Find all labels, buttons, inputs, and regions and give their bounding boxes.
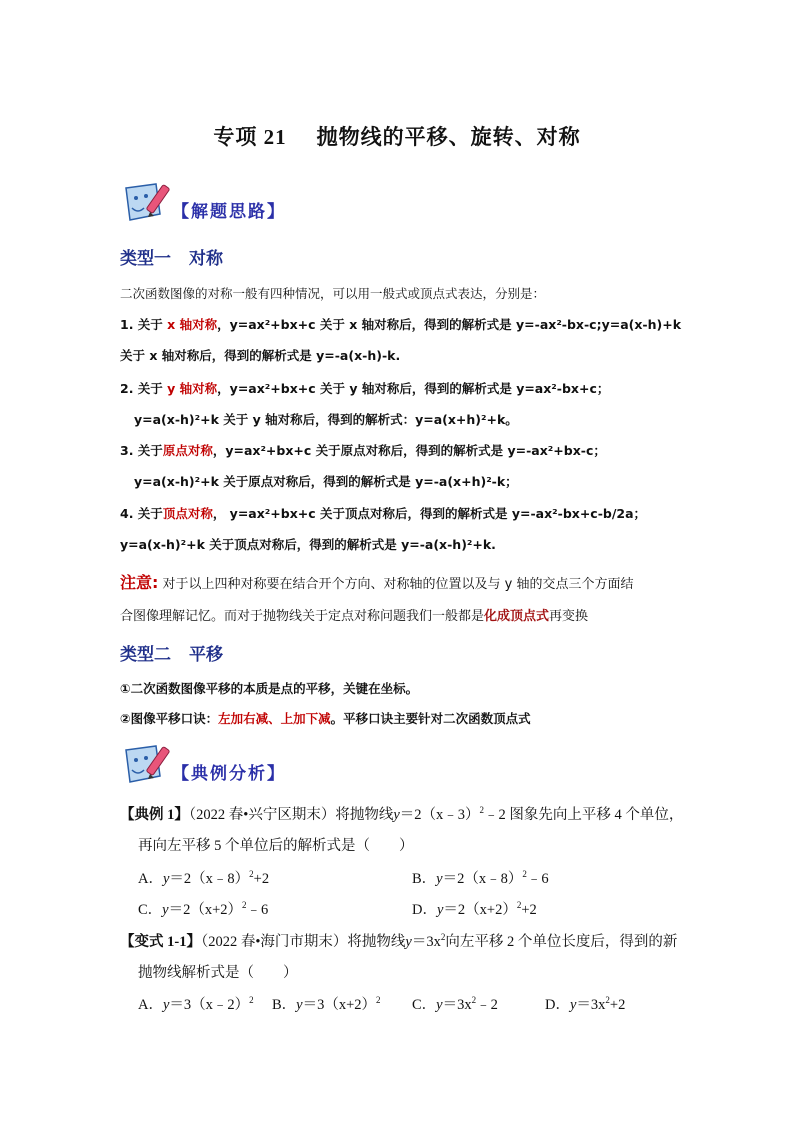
option-d-tail: +2 (521, 902, 537, 918)
heading-type-two (120, 640, 223, 665)
example-1-label: 【典例 1】 (120, 807, 189, 823)
item-2-keyword: y 轴对称 (167, 381, 218, 396)
variant-1-stem-b: ＝3x (411, 934, 441, 950)
option-a-tail: +2 (253, 871, 270, 887)
option-c-expr: ＝3x (442, 997, 472, 1013)
heading-type-one-topic: 对称 (189, 249, 223, 269)
variant-1-option-c[interactable] (412, 993, 498, 1014)
item-3-line-2: y=a(x-h)²+k 关于原点对称后，得到的解析式是 y=-a(x+h)²-k； (134, 474, 518, 489)
banner-solution-ideas (120, 178, 286, 226)
option-b-tail: ﹣6 (526, 871, 549, 887)
note-line-2 (120, 605, 588, 624)
variant-1-line-1 (120, 930, 677, 951)
sup-2: 2 (471, 995, 477, 1005)
sup-2: 2 (516, 900, 522, 910)
note-label: 注意: (120, 573, 159, 592)
item-2-line-2: y=a(x-h)²+k 关于 y 轴对称后，得到的解析式：y=a(x+h)²+k。 (134, 412, 518, 427)
item-4-rest: ， y=ax²+bx+c 关于顶点对称后，得到的解析式是 y=-ax²-bx+c-b/2a； (212, 506, 647, 521)
var-y: y (436, 902, 444, 918)
variant-1-label: 【变式 1-1】 (120, 934, 201, 950)
translation-rhyme: 左加右减、上加下减 (218, 711, 331, 726)
item-1-prefix: 1. 关于 (120, 317, 168, 332)
option-c-tail: ﹣6 (246, 902, 269, 918)
item-4-prefix: 4. 关于 (120, 506, 163, 521)
var-y: y (569, 997, 577, 1013)
translation-point-1: ①二次函数图像平移的本质是点的平移，关键在坐标。 (120, 681, 419, 696)
item-3-prefix: 3. 关于 (120, 443, 163, 458)
item-1-keyword: x 轴对称 (167, 317, 218, 332)
var-y: y (405, 934, 412, 950)
item-3-line-1 (120, 441, 606, 459)
variant-1-option-a[interactable] (138, 993, 254, 1014)
var-y: y (436, 997, 443, 1013)
item-1-rest: ，y=ax²+bx+c 关于 x 轴对称后，得到的解析式是 y=-ax²-bx-c;y=a(x-h)+k (217, 317, 682, 332)
page-title (0, 121, 794, 151)
item-4-line-1 (120, 504, 646, 522)
example-1-option-b[interactable] (412, 867, 549, 888)
option-b-label: B． (272, 997, 297, 1013)
option-d-label: D． (545, 997, 570, 1013)
option-a-expr: ＝3（x﹣2） (169, 997, 250, 1013)
heading-type-two-topic: 平移 (189, 645, 223, 665)
note-text-1: 对于以上四种对称要在结合开个方向、对称轴的位置以及与 y 轴的交点三个方面结 (158, 577, 634, 592)
item-3-keyword: 原点对称 (162, 443, 213, 458)
item-3-rest: ，y=ax²+bx+c 关于原点对称后，得到的解析式是 y=-ax²+bx-c； (212, 443, 606, 458)
var-y: y (393, 807, 400, 823)
note-keyword: 化成顶点式 (484, 609, 550, 624)
item-1-line-1 (120, 315, 681, 333)
var-y: y (162, 997, 170, 1013)
option-a-label: A． (138, 871, 163, 887)
translation-point-2 (120, 709, 531, 727)
banner-solution-ideas-text: 【解题思路】 (172, 202, 286, 222)
pencil-note-icon (120, 740, 178, 788)
option-d-tail: +2 (609, 997, 626, 1013)
translation-point-2-prefix: ②图像平移口诀： (120, 711, 219, 726)
option-b-expr: ＝3（x+2） (302, 997, 377, 1013)
option-b-label: B． (412, 871, 437, 887)
sup-2: 2 (479, 805, 485, 815)
item-4-line-2: y=a(x-h)²+k 关于顶点对称后，得到的解析式是 y=-a(x-h)²+k. (120, 537, 496, 552)
variant-1-stem-a: （2022 春•海门市期末）将抛物线 (200, 934, 406, 950)
option-c-expr: ＝2（x+2） (168, 902, 243, 918)
item-1-line-2: 关于 x 轴对称后，得到的解析式是 y=-a(x-h)-k. (120, 348, 401, 363)
variant-1-option-d[interactable] (545, 993, 625, 1014)
var-y: y (296, 997, 303, 1013)
item-2-rest: ，y=ax²+bx+c 关于 y 轴对称后，得到的解析式是 y=ax²-bx+c； (217, 381, 610, 396)
title-text: 抛物线的平移、旋转、对称 (316, 125, 581, 149)
sup-2: 2 (440, 932, 446, 942)
variant-1-stem-c: 向左平移 2 个单位长度后，得到的新 (445, 934, 678, 950)
sup-2: 2 (249, 869, 254, 879)
var-y: y (436, 871, 443, 887)
banner-example-analysis (120, 740, 286, 788)
example-1-stem-b: ＝2（x﹣3） (399, 807, 480, 823)
example-1-option-a[interactable] (138, 867, 269, 888)
example-1-stem-a: （2022 春•兴宁区期末）将抛物线 (188, 807, 394, 823)
item-2-line-1 (120, 379, 609, 397)
sup-2: 2 (376, 995, 381, 1005)
translation-point-2-rest: 。平移口诀主要针对二次函数顶点式 (330, 711, 531, 726)
option-b-expr: ＝2（x﹣8） (442, 871, 523, 887)
sup-2: 2 (605, 995, 610, 1005)
note-text-2a: 合图像理解记忆。而对于抛物线关于定点对称问题我们一般都是 (120, 609, 485, 624)
sup-2: 2 (242, 900, 247, 910)
banner-example-analysis-text: 【典例分析】 (172, 764, 286, 784)
heading-type-two-label: 类型二 (120, 645, 171, 665)
variant-1-option-b[interactable] (272, 993, 381, 1014)
variant-1-line-2: 抛物线解析式是（ ） (138, 965, 298, 981)
item-2-prefix: 2. 关于 (120, 381, 168, 396)
option-a-label: A． (138, 997, 163, 1013)
option-c-label: C． (412, 997, 437, 1013)
example-1-option-c[interactable] (138, 898, 268, 919)
title-number: 专项 21 (213, 125, 287, 149)
sup-2: 2 (522, 869, 527, 879)
example-1-option-d[interactable] (412, 898, 537, 919)
example-1-line-1 (120, 803, 683, 824)
heading-type-one-label: 类型一 (120, 249, 171, 269)
example-1-stem-c: ﹣2 图象先向上平移 4 个单位， (484, 807, 684, 823)
note-line-1 (120, 570, 634, 593)
heading-type-one (120, 244, 223, 269)
example-1-line-2: 再向左平移 5 个单位后的解析式是（ ） (138, 838, 414, 854)
note-text-2b: 再变换 (549, 609, 589, 624)
option-d-expr: ＝3x (576, 997, 606, 1013)
option-a-expr: ＝2（x﹣8） (169, 871, 250, 887)
var-y: y (162, 902, 169, 918)
item-4-keyword: 顶点对称 (162, 506, 213, 521)
sup-2: 2 (249, 995, 254, 1005)
option-c-tail: ﹣2 (476, 997, 498, 1013)
option-d-label: D． (412, 902, 437, 918)
var-y: y (162, 871, 170, 887)
pencil-note-icon (120, 178, 178, 226)
intro-text: 二次函数图像的对称一般有四种情况，可以用一般式或顶点式表达，分别是： (120, 286, 546, 301)
option-c-label: C． (138, 902, 163, 918)
option-d-expr: ＝2（x+2） (443, 902, 517, 918)
